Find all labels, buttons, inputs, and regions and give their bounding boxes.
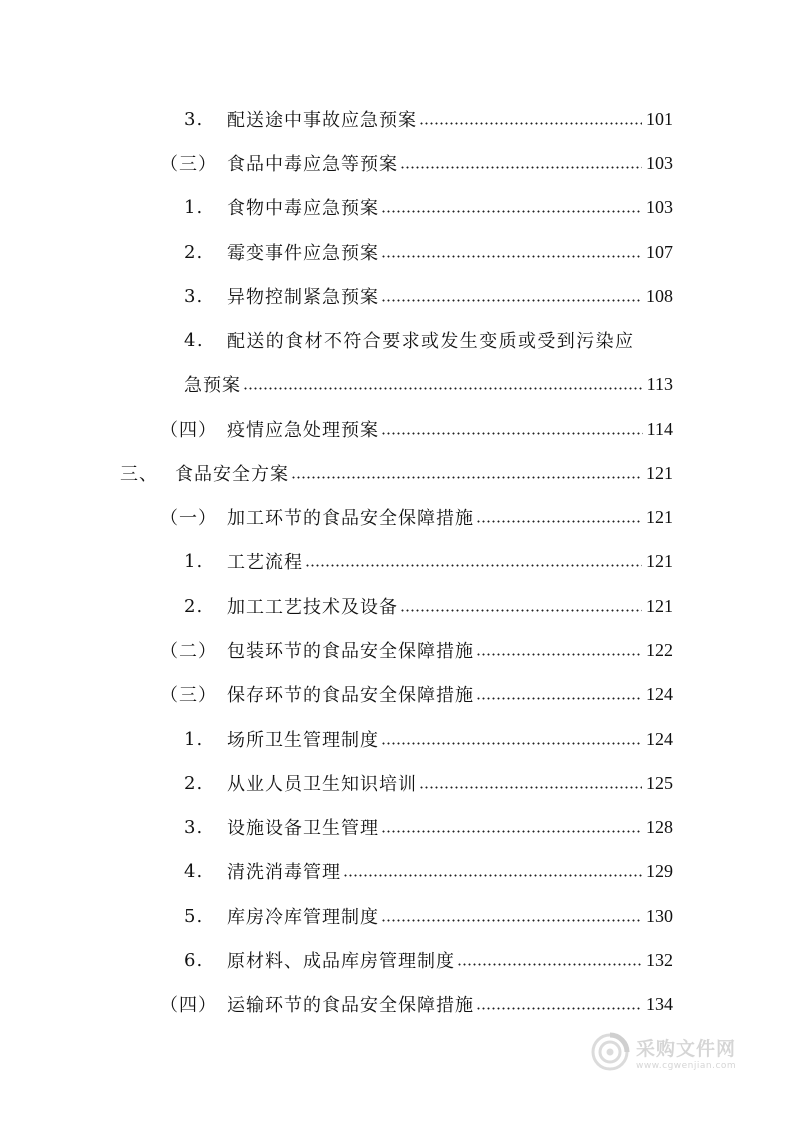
toc-entry-continuation[interactable] <box>184 369 673 399</box>
toc-entry[interactable] <box>160 989 673 1019</box>
dot-leader <box>381 299 642 302</box>
toc-entry[interactable] <box>184 724 673 754</box>
toc-entry-page: 121 <box>646 462 673 483</box>
dot-leader <box>305 564 642 567</box>
toc-entry[interactable] <box>184 237 673 267</box>
toc-entry-number: 5. <box>184 905 204 927</box>
toc-entry-title-continued: 急预案 <box>184 375 241 396</box>
toc-entry[interactable] <box>160 679 673 709</box>
toc-entry-title: 食品安全方案 <box>175 464 289 485</box>
watermark-site-url: www.cgwenjian.com <box>636 1060 737 1071</box>
toc-entry-page: 125 <box>646 772 673 793</box>
toc-entry-title: 加工环节的食品安全保障措施 <box>227 508 474 529</box>
toc-entry-wrapped[interactable] <box>184 325 673 355</box>
toc-entry-number: 三、 <box>120 464 158 485</box>
toc-entry-number: （一） <box>160 508 217 529</box>
toc-entry-number: （二） <box>160 641 217 662</box>
toc-entry-title: 食品中毒应急等预案 <box>227 154 398 175</box>
toc-entry-number: （三） <box>160 154 217 175</box>
toc-entry-page: 101 <box>646 108 673 129</box>
toc-entry-title: 清洗消毒管理 <box>227 862 341 883</box>
toc-entry-number: 4. <box>184 329 204 351</box>
toc-entry-number: 6. <box>184 949 204 971</box>
dot-leader <box>476 697 642 700</box>
toc-entry-title: 原材料、成品库房管理制度 <box>227 951 455 972</box>
toc-entry-number: 1. <box>184 550 204 572</box>
toc-entry[interactable] <box>160 148 673 178</box>
toc-entry-number: （四） <box>160 995 217 1016</box>
toc-entry-page: 108 <box>646 285 673 306</box>
dot-leader <box>291 476 642 479</box>
toc-entry-title: 场所卫生管理制度 <box>227 730 379 751</box>
toc-entry[interactable] <box>184 281 673 311</box>
toc-entry-title: 疫情应急处理预案 <box>227 420 379 441</box>
toc-entry[interactable] <box>184 104 673 134</box>
watermark-text <box>636 1034 736 1071</box>
dot-leader <box>343 874 642 877</box>
dot-leader <box>419 122 642 125</box>
toc-entry-page: 124 <box>646 683 673 704</box>
toc-entry-number: 2. <box>184 241 204 263</box>
dot-leader <box>381 432 643 435</box>
dot-leader <box>381 255 642 258</box>
toc-entry[interactable] <box>160 414 673 444</box>
toc-entry-number: 2. <box>184 772 204 794</box>
toc-entry-page: 134 <box>646 993 673 1014</box>
watermark <box>590 1028 770 1076</box>
dot-leader <box>419 786 642 789</box>
toc-entry[interactable] <box>160 635 673 665</box>
toc-entry-page: 107 <box>646 241 673 262</box>
dot-leader <box>381 919 642 922</box>
toc-entry-title: 食物中毒应急预案 <box>227 198 379 219</box>
toc-entry-number: 2. <box>184 595 204 617</box>
toc-entry[interactable] <box>184 192 673 222</box>
dot-leader <box>476 520 642 523</box>
toc-entry[interactable] <box>184 945 673 975</box>
dot-leader <box>400 166 642 169</box>
toc-entry[interactable] <box>160 502 673 532</box>
toc-entry-title: 从业人员卫生知识培训 <box>227 774 417 795</box>
toc-entry-title: 保存环节的食品安全保障措施 <box>227 685 474 706</box>
dot-leader <box>243 387 643 390</box>
toc-entry-title: 工艺流程 <box>227 552 303 573</box>
dot-leader <box>476 1007 642 1010</box>
toc-entry[interactable] <box>184 812 673 842</box>
toc-entry-page: 129 <box>646 860 673 881</box>
watermark-logo-icon <box>590 1032 630 1072</box>
toc-entry-page: 121 <box>646 595 673 616</box>
toc-entry-number: 1. <box>184 728 204 750</box>
toc-entry-page: 130 <box>646 905 673 926</box>
toc-entry[interactable] <box>184 768 673 798</box>
toc-entry-title: 加工工艺技术及设备 <box>227 597 398 618</box>
dot-leader <box>381 742 642 745</box>
toc-entry-number: 3. <box>184 108 204 130</box>
toc-entry-page: 121 <box>646 550 673 571</box>
toc-entry[interactable] <box>184 591 673 621</box>
dot-leader <box>476 653 642 656</box>
toc-entry-number: （三） <box>160 685 217 706</box>
toc-entry[interactable] <box>184 546 673 576</box>
toc-entry-number: 3. <box>184 816 204 838</box>
toc-entry-page: 113 <box>646 373 673 394</box>
toc-entry-page: 128 <box>646 816 673 837</box>
toc-entry-number: （四） <box>160 420 217 441</box>
dot-leader <box>457 963 642 966</box>
toc-entry[interactable] <box>120 458 673 488</box>
toc-entry-title: 设施设备卫生管理 <box>227 818 379 839</box>
toc-entry[interactable] <box>184 901 673 931</box>
dot-leader <box>381 830 642 833</box>
toc-entry-number: 3. <box>184 285 204 307</box>
dot-leader <box>381 210 642 213</box>
toc-entry-page: 103 <box>646 196 673 217</box>
toc-entry-page: 132 <box>646 949 673 970</box>
toc-entry-title: 运输环节的食品安全保障措施 <box>227 995 474 1016</box>
toc-entry-page: 103 <box>646 152 673 173</box>
toc-entry-title: 异物控制紧急预案 <box>227 287 379 308</box>
toc-entry-title: 包装环节的食品安全保障措施 <box>227 641 474 662</box>
toc-entry-number: 1. <box>184 196 204 218</box>
toc-entry-title: 配送途中事故应急预案 <box>227 110 417 131</box>
watermark-site-name: 采购文件网 <box>636 1037 737 1060</box>
toc-entry-page: 124 <box>646 728 673 749</box>
toc-entry-title: 霉变事件应急预案 <box>227 243 379 264</box>
toc-entry-title: 配送的食材不符合要求或发生变质或受到污染应 <box>227 331 635 352</box>
toc-entry-page: 121 <box>646 506 673 527</box>
dot-leader <box>400 609 642 612</box>
toc-entry-page: 122 <box>646 639 673 660</box>
toc-entry-page: 114 <box>646 418 673 439</box>
toc-entry-number: 4. <box>184 860 204 882</box>
toc-entry-title: 库房冷库管理制度 <box>227 907 379 928</box>
toc-entry[interactable] <box>184 856 673 886</box>
